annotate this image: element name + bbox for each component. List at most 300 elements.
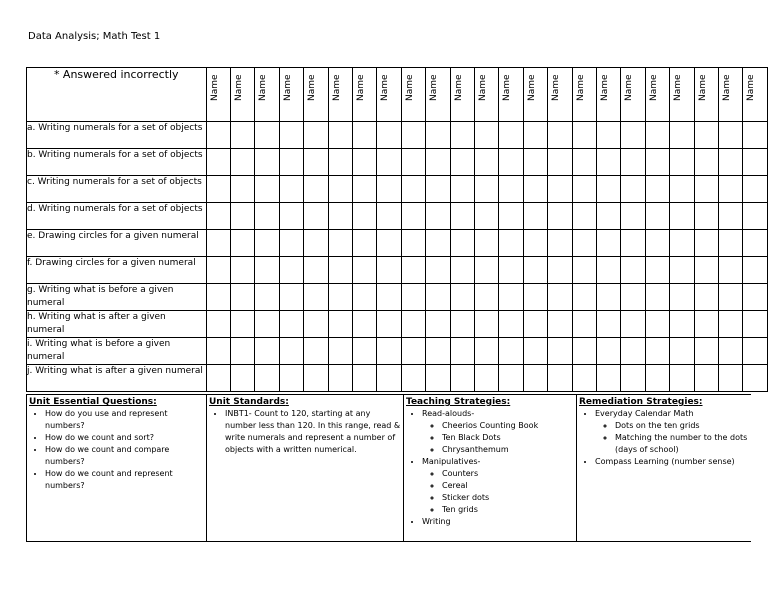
answer-cell[interactable] — [621, 257, 645, 284]
answer-cell[interactable] — [670, 284, 694, 311]
answer-cell[interactable] — [499, 338, 523, 365]
remediation-list — [579, 408, 749, 468]
answer-cell[interactable] — [621, 311, 645, 338]
answer-cell[interactable] — [230, 230, 254, 257]
answer-cell[interactable] — [279, 257, 303, 284]
answer-cell[interactable] — [621, 149, 645, 176]
answer-cell[interactable] — [548, 257, 572, 284]
answer-cell[interactable] — [206, 257, 230, 284]
skill-label: a. Writing numerals for a set of objects — [27, 122, 207, 149]
answer-cell[interactable] — [426, 257, 450, 284]
readaloud-item: ◦ Cheerios Counting Book — [442, 420, 574, 432]
answer-cell[interactable] — [377, 338, 401, 365]
answer-cell[interactable] — [255, 230, 279, 257]
answer-cell[interactable] — [499, 203, 523, 230]
answer-cell[interactable] — [328, 257, 352, 284]
answer-cell[interactable] — [475, 122, 499, 149]
answer-cell[interactable] — [304, 176, 328, 203]
answer-cell[interactable] — [450, 176, 474, 203]
answer-cell[interactable] — [670, 311, 694, 338]
answer-cell[interactable] — [645, 122, 669, 149]
answer-cell[interactable] — [377, 149, 401, 176]
answer-cell[interactable] — [548, 311, 572, 338]
student-name-label: Name — [429, 74, 440, 101]
answer-cell[interactable] — [719, 176, 743, 203]
answer-cell[interactable] — [352, 176, 376, 203]
answer-cell[interactable] — [352, 365, 376, 392]
answer-cell[interactable] — [597, 203, 621, 230]
student-name-label: Name — [453, 74, 464, 101]
answer-cell[interactable] — [719, 122, 743, 149]
answer-cell[interactable] — [426, 122, 450, 149]
answer-cell[interactable] — [572, 230, 596, 257]
answer-cell[interactable] — [426, 311, 450, 338]
skill-row — [27, 338, 768, 365]
student-name-label: Name — [673, 74, 684, 101]
essential-questions-cell — [27, 395, 207, 542]
analysis-grid — [26, 67, 768, 392]
student-name-header — [572, 68, 596, 122]
answer-cell[interactable] — [328, 176, 352, 203]
answer-cell[interactable] — [230, 311, 254, 338]
answer-cell[interactable] — [230, 284, 254, 311]
answer-cell[interactable] — [377, 176, 401, 203]
student-name-label: Name — [648, 74, 659, 101]
skill-label: b. Writing numerals for a set of objects — [27, 149, 207, 176]
answer-cell[interactable] — [523, 257, 547, 284]
answer-cell[interactable] — [499, 176, 523, 203]
answer-cell[interactable] — [572, 149, 596, 176]
answer-cell[interactable] — [743, 338, 768, 365]
answer-cell[interactable] — [401, 284, 425, 311]
answer-cell[interactable] — [499, 122, 523, 149]
answer-cell[interactable] — [548, 230, 572, 257]
answer-cell[interactable] — [401, 338, 425, 365]
answer-cell[interactable] — [377, 203, 401, 230]
student-name-label: Name — [478, 74, 488, 101]
answer-cell[interactable] — [352, 203, 376, 230]
student-name-header — [426, 68, 450, 122]
answer-cell[interactable] — [475, 365, 499, 392]
student-name-label: Name — [331, 74, 342, 101]
answer-cell[interactable] — [352, 311, 376, 338]
answer-cell[interactable] — [670, 230, 694, 257]
answer-cell[interactable] — [572, 176, 596, 203]
answer-cell[interactable] — [304, 284, 328, 311]
skill-label: e. Drawing circles for a given numeral — [27, 230, 207, 257]
answer-cell[interactable] — [255, 284, 279, 311]
answer-cell[interactable] — [426, 338, 450, 365]
answer-cell[interactable] — [597, 122, 621, 149]
answer-cell[interactable] — [694, 365, 718, 392]
answer-cell[interactable] — [670, 176, 694, 203]
answer-cell[interactable] — [426, 230, 450, 257]
answer-cell[interactable] — [499, 365, 523, 392]
answer-cell[interactable] — [475, 230, 499, 257]
remediation-strategies-cell — [577, 395, 752, 542]
answer-cell[interactable] — [255, 338, 279, 365]
student-name-label: Name — [697, 74, 708, 101]
answer-cell[interactable] — [475, 176, 499, 203]
answer-cell[interactable] — [304, 365, 328, 392]
answer-cell[interactable] — [743, 365, 768, 392]
answer-cell[interactable] — [279, 284, 303, 311]
essential-question: • How do we count and sort? — [45, 432, 204, 444]
answer-cell[interactable] — [279, 338, 303, 365]
answer-cell[interactable] — [279, 176, 303, 203]
answer-cell[interactable] — [645, 284, 669, 311]
answer-cell[interactable] — [719, 284, 743, 311]
answer-cell[interactable] — [719, 203, 743, 230]
answer-cell[interactable] — [597, 365, 621, 392]
answer-cell[interactable] — [401, 176, 425, 203]
answer-cell[interactable] — [450, 365, 474, 392]
answer-cell[interactable] — [230, 149, 254, 176]
answer-cell[interactable] — [597, 284, 621, 311]
answer-cell[interactable] — [719, 311, 743, 338]
answer-cell[interactable] — [401, 203, 425, 230]
answer-cell[interactable] — [230, 122, 254, 149]
answer-cell[interactable] — [230, 257, 254, 284]
unit-standards-heading: Unit Standards: — [209, 397, 289, 407]
answer-cell[interactable] — [328, 284, 352, 311]
student-name-header — [279, 68, 303, 122]
skill-row — [27, 284, 768, 311]
skill-label: d. Writing numerals for a set of objects — [27, 203, 207, 230]
answer-cell[interactable] — [523, 284, 547, 311]
skill-label: g. Writing what is before a given numeral — [27, 284, 207, 311]
student-name-header — [352, 68, 376, 122]
answer-cell[interactable] — [621, 122, 645, 149]
answer-cell[interactable] — [719, 149, 743, 176]
answer-cell[interactable] — [743, 203, 768, 230]
answer-cell[interactable] — [694, 338, 718, 365]
answer-cell[interactable] — [572, 338, 596, 365]
skill-row — [27, 122, 768, 149]
answer-cell[interactable] — [743, 284, 768, 311]
answer-cell[interactable] — [450, 149, 474, 176]
answer-cell[interactable] — [206, 311, 230, 338]
answer-cell[interactable] — [206, 230, 230, 257]
answer-cell[interactable] — [279, 122, 303, 149]
answer-cell[interactable] — [743, 257, 768, 284]
answer-cell[interactable] — [255, 311, 279, 338]
answer-cell[interactable] — [548, 284, 572, 311]
answer-cell[interactable] — [230, 176, 254, 203]
unit-standards-list — [209, 408, 401, 456]
answer-cell[interactable] — [475, 257, 499, 284]
answer-cell[interactable] — [645, 311, 669, 338]
answer-cell[interactable] — [401, 257, 425, 284]
answer-cell[interactable] — [426, 203, 450, 230]
answer-cell[interactable] — [548, 365, 572, 392]
skill-row — [27, 365, 768, 392]
answer-cell[interactable] — [621, 176, 645, 203]
student-name-header — [255, 68, 279, 122]
answer-cell[interactable] — [304, 122, 328, 149]
unit-standard: • INBT1- Count to 120, starting at any number less than 120. In this range, read & write numerals and represent a number of objects with a written numerical. — [225, 408, 401, 456]
manipulative-item: ◦ Cereal — [442, 480, 574, 492]
student-name-header — [719, 68, 743, 122]
answer-cell[interactable] — [548, 122, 572, 149]
answer-cell[interactable] — [719, 338, 743, 365]
answer-cell[interactable] — [645, 203, 669, 230]
answer-cell[interactable] — [694, 203, 718, 230]
answer-cell[interactable] — [206, 203, 230, 230]
answer-cell[interactable] — [523, 122, 547, 149]
skill-row — [27, 176, 768, 203]
answer-cell[interactable] — [523, 365, 547, 392]
answer-cell[interactable] — [255, 122, 279, 149]
answer-cell[interactable] — [304, 257, 328, 284]
remediation-item: • Compass Learning (number sense) — [595, 456, 749, 468]
answer-cell[interactable] — [352, 122, 376, 149]
readaloud-item: ◦ Ten Black Dots — [442, 432, 574, 444]
answer-cell[interactable] — [523, 176, 547, 203]
student-name-header — [450, 68, 474, 122]
student-name-label: Name — [233, 74, 244, 101]
answer-cell[interactable] — [377, 365, 401, 392]
student-name-header — [523, 68, 547, 122]
answer-cell[interactable] — [572, 284, 596, 311]
answer-cell[interactable] — [475, 203, 499, 230]
student-name-header — [645, 68, 669, 122]
student-name-label: Name — [404, 74, 415, 101]
grid-header-row — [27, 68, 768, 122]
student-name-header — [401, 68, 425, 122]
answer-cell[interactable] — [377, 257, 401, 284]
answer-cell[interactable] — [597, 338, 621, 365]
answer-cell[interactable] — [743, 311, 768, 338]
answer-cell[interactable] — [352, 149, 376, 176]
answer-cell[interactable] — [304, 338, 328, 365]
answer-cell[interactable] — [694, 176, 718, 203]
essential-questions-heading: Unit Essential Questions: — [29, 397, 157, 407]
answer-cell[interactable] — [670, 257, 694, 284]
answer-cell[interactable] — [206, 284, 230, 311]
answer-cell[interactable] — [743, 230, 768, 257]
skill-label: f. Drawing circles for a given numeral — [27, 257, 207, 284]
answer-cell[interactable] — [719, 230, 743, 257]
answer-cell[interactable] — [523, 311, 547, 338]
answer-cell[interactable] — [279, 230, 303, 257]
answer-cell[interactable] — [694, 257, 718, 284]
answer-cell[interactable] — [597, 257, 621, 284]
skill-label: j. Writing what is after a given numeral — [27, 365, 207, 392]
answer-cell[interactable] — [475, 149, 499, 176]
answer-cell[interactable] — [597, 149, 621, 176]
answer-cell[interactable] — [255, 203, 279, 230]
answer-cell[interactable] — [328, 230, 352, 257]
answer-cell[interactable] — [743, 149, 768, 176]
answer-cell[interactable] — [694, 230, 718, 257]
answer-cell[interactable] — [572, 203, 596, 230]
answer-cell[interactable] — [621, 365, 645, 392]
answer-cell[interactable] — [597, 176, 621, 203]
answer-cell[interactable] — [352, 284, 376, 311]
answer-cell[interactable] — [426, 284, 450, 311]
answer-cell[interactable] — [645, 176, 669, 203]
answer-cell[interactable] — [743, 122, 768, 149]
teaching-item: • Manipulatives- ◦ Counters ◦ Cereal ◦ Sticker dots ◦ Ten grids — [422, 456, 574, 516]
answer-cell[interactable] — [523, 149, 547, 176]
answer-cell[interactable] — [426, 149, 450, 176]
student-name-label: Name — [624, 74, 635, 101]
answer-cell[interactable] — [206, 122, 230, 149]
answer-cell[interactable] — [572, 365, 596, 392]
student-name-label: Name — [722, 74, 733, 101]
answer-cell[interactable] — [450, 230, 474, 257]
essential-questions-list — [29, 408, 204, 492]
answer-cell[interactable] — [352, 230, 376, 257]
answer-cell[interactable] — [597, 230, 621, 257]
answer-cell[interactable] — [694, 149, 718, 176]
answer-cell[interactable] — [475, 338, 499, 365]
answer-cell[interactable] — [230, 365, 254, 392]
answer-cell[interactable] — [645, 365, 669, 392]
answer-cell[interactable] — [621, 338, 645, 365]
skill-row — [27, 230, 768, 257]
answer-cell[interactable] — [401, 311, 425, 338]
answer-cell[interactable] — [426, 365, 450, 392]
skill-row — [27, 257, 768, 284]
answer-cell[interactable] — [401, 149, 425, 176]
answer-cell[interactable] — [523, 203, 547, 230]
answer-cell[interactable] — [328, 365, 352, 392]
answer-cell[interactable] — [450, 311, 474, 338]
readaloud-item: ◦ Chrysanthemum — [442, 444, 574, 456]
answer-cell[interactable] — [475, 284, 499, 311]
essential-question: • How do we count and compare numbers? — [45, 444, 204, 468]
answer-cell[interactable] — [206, 338, 230, 365]
answer-cell[interactable] — [279, 365, 303, 392]
answer-cell[interactable] — [597, 311, 621, 338]
answer-cell[interactable] — [328, 149, 352, 176]
answer-cell[interactable] — [377, 284, 401, 311]
answer-cell[interactable] — [304, 230, 328, 257]
page-title: Data Analysis; Math Test 1 — [28, 31, 161, 42]
answer-cell[interactable] — [401, 230, 425, 257]
answer-cell[interactable] — [719, 257, 743, 284]
answer-cell[interactable] — [499, 311, 523, 338]
student-name-label: Name — [551, 74, 562, 101]
answer-cell[interactable] — [645, 149, 669, 176]
answer-cell[interactable] — [743, 176, 768, 203]
answer-cell[interactable] — [304, 203, 328, 230]
answer-cell[interactable] — [255, 365, 279, 392]
skill-label: h. Writing what is after a given numeral — [27, 311, 207, 338]
answer-cell[interactable] — [230, 338, 254, 365]
answer-cell[interactable] — [499, 149, 523, 176]
answer-cell[interactable] — [304, 149, 328, 176]
answer-cell[interactable] — [523, 230, 547, 257]
student-name-label: Name — [600, 74, 611, 101]
answer-cell[interactable] — [352, 257, 376, 284]
answer-cell[interactable] — [548, 149, 572, 176]
answer-cell[interactable] — [621, 230, 645, 257]
answer-cell[interactable] — [450, 284, 474, 311]
answer-cell[interactable] — [499, 230, 523, 257]
answer-cell[interactable] — [279, 149, 303, 176]
skill-label: i. Writing what is before a given numeral — [27, 338, 207, 365]
answer-cell[interactable] — [304, 311, 328, 338]
answer-cell[interactable] — [230, 203, 254, 230]
answer-cell[interactable] — [694, 311, 718, 338]
answer-cell[interactable] — [401, 365, 425, 392]
student-name-header — [304, 68, 328, 122]
essential-question: • How do we count and represent numbers? — [45, 468, 204, 492]
answer-cell[interactable] — [719, 365, 743, 392]
answer-cell[interactable] — [377, 311, 401, 338]
answer-cell[interactable] — [377, 230, 401, 257]
answer-cell[interactable] — [645, 230, 669, 257]
answer-cell[interactable] — [548, 176, 572, 203]
answer-cell[interactable] — [279, 311, 303, 338]
answer-cell[interactable] — [206, 176, 230, 203]
student-name-label: Name — [380, 74, 391, 101]
answer-cell[interactable] — [548, 338, 572, 365]
answer-cell[interactable] — [255, 176, 279, 203]
answer-cell[interactable] — [572, 311, 596, 338]
student-name-label: Name — [209, 74, 220, 101]
student-name-header — [499, 68, 523, 122]
manipulative-item: ◦ Sticker dots — [442, 492, 574, 504]
manipulative-item: ◦ Ten grids — [442, 504, 574, 516]
answer-cell[interactable] — [621, 284, 645, 311]
student-name-label: Name — [746, 74, 757, 101]
answer-cell[interactable] — [450, 257, 474, 284]
answer-cell[interactable] — [670, 149, 694, 176]
student-name-label: Name — [282, 74, 293, 101]
answer-cell[interactable] — [328, 122, 352, 149]
strategies-table — [26, 394, 751, 542]
answer-cell[interactable] — [377, 122, 401, 149]
answer-cell[interactable] — [572, 257, 596, 284]
answer-cell[interactable] — [450, 338, 474, 365]
answer-cell[interactable] — [450, 203, 474, 230]
answer-cell[interactable] — [328, 338, 352, 365]
answer-cell[interactable] — [670, 122, 694, 149]
answer-cell[interactable] — [523, 338, 547, 365]
answer-cell[interactable] — [352, 338, 376, 365]
answer-cell[interactable] — [255, 257, 279, 284]
answer-cell[interactable] — [328, 203, 352, 230]
answer-cell[interactable] — [499, 284, 523, 311]
answer-cell[interactable] — [670, 203, 694, 230]
answer-cell[interactable] — [548, 203, 572, 230]
answer-cell[interactable] — [499, 257, 523, 284]
answer-cell[interactable] — [645, 338, 669, 365]
remediation-item: • Everyday Calendar Math ◦ Dots on the ten grids ◦ Matching the number to the dots (days of school) — [595, 408, 749, 456]
answer-cell[interactable] — [475, 311, 499, 338]
answer-cell[interactable] — [255, 149, 279, 176]
answer-cell[interactable] — [426, 176, 450, 203]
answer-cell[interactable] — [401, 122, 425, 149]
answer-cell[interactable] — [572, 122, 596, 149]
answer-cell[interactable] — [450, 122, 474, 149]
answer-cell[interactable] — [206, 149, 230, 176]
answer-cell[interactable] — [621, 203, 645, 230]
answer-cell[interactable] — [694, 122, 718, 149]
answer-cell[interactable] — [694, 284, 718, 311]
answer-cell[interactable] — [206, 365, 230, 392]
answer-cell[interactable] — [279, 203, 303, 230]
answer-cell[interactable] — [670, 365, 694, 392]
answer-cell[interactable] — [670, 338, 694, 365]
answer-cell[interactable] — [328, 311, 352, 338]
answer-cell[interactable] — [645, 257, 669, 284]
teaching-item: • Read-alouds- ◦ Cheerios Counting Book ◦ Ten Black Dots ◦ Chrysanthemum — [422, 408, 574, 456]
